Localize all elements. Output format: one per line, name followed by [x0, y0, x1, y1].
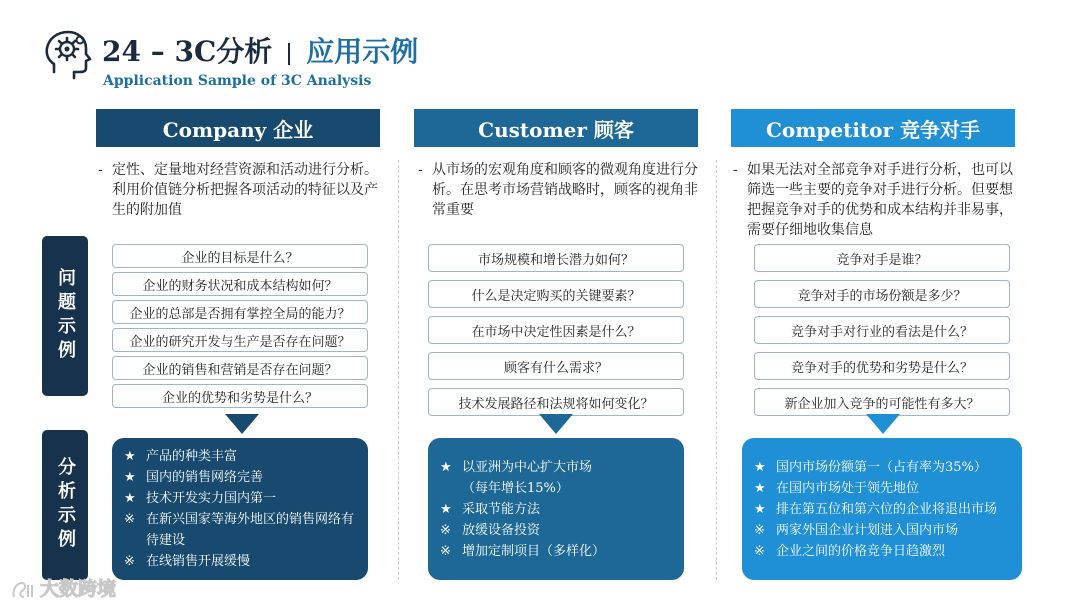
star-icon: ★ — [124, 491, 136, 506]
question-box: 竞争对手的市场份额是多少？ — [754, 280, 1010, 308]
question-box: 企业的目标是什么？ — [112, 244, 368, 268]
question-box: 竞争对手对行业的看法是什么？ — [754, 316, 1010, 344]
example-item — [124, 551, 356, 572]
reference-mark-icon: ※ — [124, 512, 135, 527]
star-icon: ★ — [440, 501, 452, 517]
example-text: 两家外国企业计划进入国内市场 — [776, 522, 959, 538]
question-box: 企业的优势和劣势是什么？ — [112, 384, 368, 408]
examples-side-label: 分析示例 — [42, 430, 88, 580]
example-text: 产品的种类丰富 — [146, 449, 238, 464]
star-icon: ★ — [124, 449, 136, 464]
column-divider — [716, 160, 717, 580]
question-box: 新企业加入竞争的可能性有多大？ — [754, 388, 1010, 416]
company-header: Company 企业 — [96, 109, 380, 147]
example-text: 在国内市场处于领先地位 — [776, 480, 920, 496]
question-box: 企业的财务状况和成本结构如何？ — [112, 272, 368, 296]
reference-mark-icon: ※ — [754, 543, 765, 559]
question-box: 企业的研究开发与生产是否存在问题？ — [112, 328, 368, 352]
customer-description: - 从市场的宏观角度和顾客的微观角度进行分析。在思考市场营销战略时，顾客的视角非常重要 — [418, 162, 698, 218]
example-text: 国内的销售网络完善 — [146, 470, 264, 485]
customer-questions — [428, 244, 684, 416]
question-box: 竞争对手的优势和劣势是什么？ — [754, 352, 1010, 380]
example-item — [754, 541, 1010, 562]
down-arrow-icon — [539, 414, 573, 434]
star-icon: ★ — [754, 501, 766, 517]
example-item — [754, 499, 1010, 520]
reference-mark-icon: ※ — [754, 522, 765, 538]
down-arrow-icon — [225, 414, 259, 434]
question-box: 市场规模和增长潜力如何？ — [428, 244, 684, 272]
example-item — [754, 478, 1010, 499]
page-title — [102, 30, 418, 70]
company-description-text: 定性、定量地对经营资源和活动进行分析。利用价值链分析把握各项活动的特征以及产生的附加值 — [112, 162, 378, 218]
company-examples — [112, 438, 368, 580]
example-item — [124, 488, 356, 509]
reference-mark-icon: ※ — [440, 543, 451, 559]
competitor-examples — [742, 438, 1022, 580]
question-box: 企业的销售和营销是否存在问题？ — [112, 356, 368, 380]
watermark-logo-icon — [10, 579, 40, 601]
star-icon: ★ — [754, 459, 766, 475]
company-description: - 定性、定量地对经营资源和活动进行分析。利用价值链分析把握各项活动的特征以及产生的附加值 — [98, 162, 378, 218]
example-text: 在线销售开展缓慢 — [146, 554, 251, 569]
example-text: 技术开发实力国内第一 — [146, 491, 277, 506]
english-subtitle: Application Sample of 3C Analysis — [103, 73, 372, 89]
competitor-questions — [754, 244, 1010, 416]
competitor-header: Competitor 竞争对手 — [731, 109, 1015, 147]
example-text: 企业之间的价格竞争日趋激烈 — [776, 543, 946, 559]
title-subtitle: 应用示例 — [306, 35, 419, 68]
reference-mark-icon: ※ — [124, 554, 135, 569]
competitor-description: - 如果无法对全部竞争对手进行分析，也可以筛选一些主要的竞争对手进行分析。但要想把握竞争对手的优势和成本结构并非易事，需要仔细地收集信息 — [733, 162, 1013, 238]
question-box: 顾客有什么需求？ — [428, 352, 684, 380]
example-text: 放缓设备投资 — [462, 522, 541, 538]
example-item — [124, 446, 356, 467]
star-icon: ★ — [440, 459, 452, 475]
example-text: 在新兴国家等海外地区的销售网络有待建设 — [146, 512, 355, 548]
reference-mark-icon: ※ — [440, 522, 451, 538]
example-text: 以亚洲为中心扩大市场 — [462, 459, 593, 475]
example-item — [754, 457, 1010, 478]
competitor-description-text: 如果无法对全部竞争对手进行分析，也可以筛选一些主要的竞争对手进行分析。但要想把握竞争对手的优势和成本结构并非易事，需要仔细地收集信息 — [747, 162, 1013, 238]
question-box: 什么是决定购买的关键要素？ — [428, 280, 684, 308]
question-box: 企业的总部是否拥有掌控全局的能力？ — [112, 300, 368, 324]
example-mark — [440, 478, 462, 499]
example-text: 排在第五位和第六位的企业将退出市场 — [776, 501, 998, 517]
star-icon: ★ — [754, 480, 766, 496]
customer-description-text: 从市场的宏观角度和顾客的微观角度进行分析。在思考市场营销战略时，顾客的视角非常重要 — [432, 162, 698, 218]
title-separator — [288, 43, 290, 65]
example-item — [440, 541, 672, 562]
question-box: 在市场中决定性因素是什么？ — [428, 316, 684, 344]
example-item — [124, 509, 356, 551]
question-box: 竞争对手是谁？ — [754, 244, 1010, 272]
question-box: 技术发展路径和法规将如何变化？ — [428, 388, 684, 416]
example-text: 国内市场份额第一（占有率为35%） — [776, 459, 987, 475]
star-icon: ★ — [124, 470, 136, 485]
example-text: （每年增长15%） — [462, 480, 569, 496]
example-text: 采取节能方法 — [462, 501, 541, 517]
watermark-text: 大数跨境 — [40, 578, 117, 600]
example-item — [440, 457, 672, 478]
questions-side-label: 问题示例 — [42, 236, 88, 396]
example-item — [440, 520, 672, 541]
company-questions — [112, 244, 368, 408]
example-item — [124, 467, 356, 488]
down-arrow-icon — [866, 414, 900, 434]
customer-examples — [428, 438, 684, 580]
example-item — [754, 520, 1010, 541]
watermark — [10, 574, 116, 601]
customer-header: Customer 顾客 — [414, 109, 698, 147]
title-number: 24 – 3C分析 — [102, 35, 273, 68]
example-item — [440, 478, 672, 499]
column-divider — [398, 160, 399, 580]
example-item — [440, 499, 672, 520]
head-gear-icon — [40, 26, 96, 82]
example-text: 增加定制项目（多样化） — [462, 543, 606, 559]
